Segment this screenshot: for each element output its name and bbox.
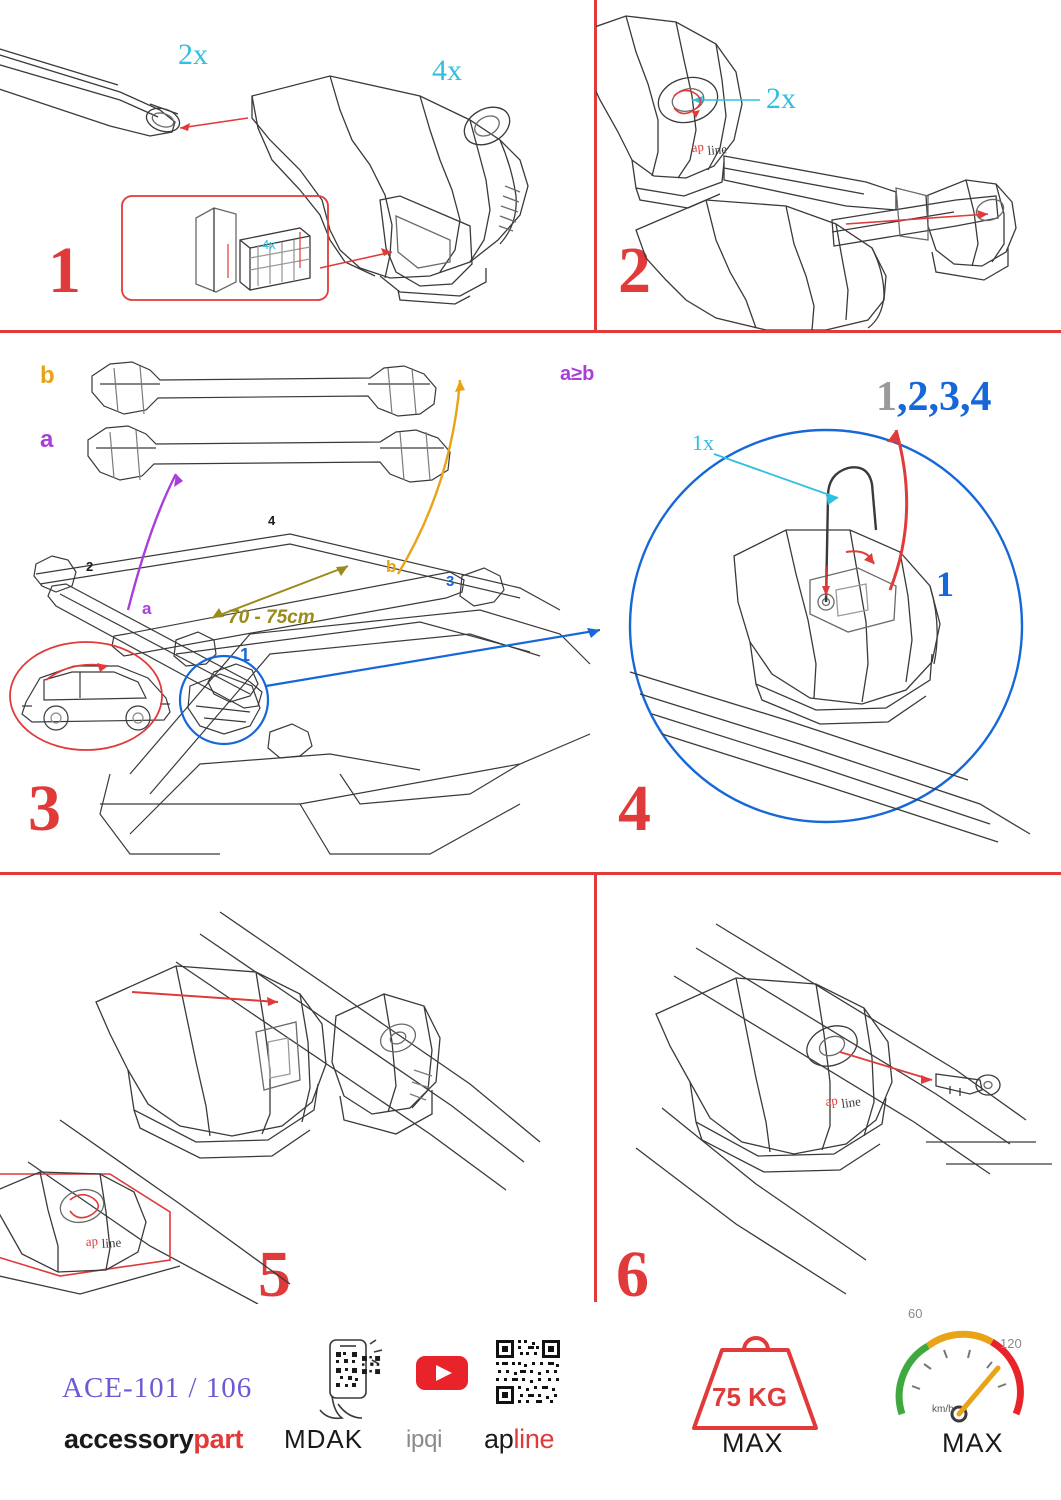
divider-row-1 [0,330,1061,333]
step-6-illustration [596,874,1061,1304]
step-number-4: 4 [618,772,651,845]
max-load-icon [676,1316,836,1436]
svg-text:ap: ap [85,1233,99,1249]
label-position-3: 3 [446,573,455,590]
step-1-illustration [0,0,594,330]
label-quantity-2x-step2: 2x [766,82,796,115]
step-number-6: 6 [616,1238,649,1311]
label-bar-b: b [40,362,55,389]
label-quantity-2x-step1: 2x [178,38,208,71]
svg-text:line: line [706,141,728,158]
step-number-2: 2 [618,234,651,307]
step-number-5: 5 [258,1238,291,1311]
label-position-4: 4 [268,513,276,528]
max-speed-caption: MAX [942,1428,1004,1458]
label-quantity-4x-detail: 4x [262,237,276,252]
step-number-3: 3 [28,772,61,845]
step-5-illustration [0,874,594,1304]
label-quantity-4x-step1: 4x [432,54,462,87]
svg-text:line: line [101,1234,122,1251]
youtube-icon[interactable] [414,1352,470,1394]
brand-accessorypart: accessorypart [64,1424,244,1454]
label-arrow-a: a [142,599,152,618]
max-speed-icon [888,1310,1038,1430]
model-title: ACE-101 / 106 [62,1372,253,1404]
gauge-unit: km/h [932,1404,954,1415]
svg-text:line: line [840,1093,862,1111]
gauge-tick-min: 60 [908,1306,923,1321]
label-position-2: 2 [86,559,94,574]
label-order-1: 1 [936,564,954,604]
phone-qr-icon [318,1338,398,1430]
label-ab-relation: a≥b [560,363,595,385]
label-quantity-1x-step4: 1x [692,430,714,455]
step-2-illustration [596,0,1061,330]
gauge-tick-max: 120 [1000,1336,1022,1351]
svg-text:ap: ap [690,138,705,155]
qr-code [494,1338,562,1406]
step-number-1: 1 [48,234,81,307]
step-3-illustration [0,334,600,874]
brand-ipqi: ipqi [406,1426,443,1453]
max-load-caption: MAX [722,1428,784,1458]
label-order-sequence: 1,2,3,4 [876,374,992,420]
label-arrow-b: b [386,557,397,576]
brand-mdak: MDAK [284,1424,364,1454]
label-bar-a: a [40,426,54,453]
brand-apline: apline [484,1424,555,1454]
svg-text:ap: ap [824,1092,839,1109]
max-load-value: 75 KG [712,1382,788,1412]
label-distance: 70 - 75cm [228,607,315,628]
label-position-1: 1 [240,645,251,665]
